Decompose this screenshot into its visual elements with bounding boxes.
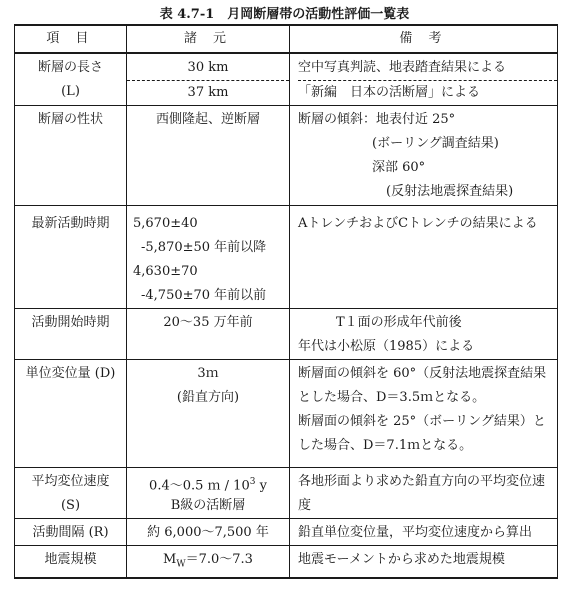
note-line: した場合、D＝7.1ｍとなる。: [298, 438, 473, 453]
header-note: 備 考: [290, 25, 558, 53]
spec-line: 3ｍ: [197, 366, 219, 381]
label-line: (L): [61, 84, 80, 99]
row-note: [290, 309, 558, 360]
row-spec: [127, 546, 290, 578]
row-activity-interval: [15, 519, 558, 546]
note-line: 断層面の傾斜を 60°（反射法地震探査結果: [298, 366, 547, 381]
note-line: 「新編 日本の活断層」による: [298, 80, 557, 105]
row-spec: 約 6,000～7,500 年: [127, 519, 290, 546]
row-spec: [127, 360, 290, 468]
spec-line: 4,630±70: [133, 264, 198, 279]
row-note: 鉛直単位変位量，平均変位速度から算出: [290, 519, 558, 546]
row-label: [15, 53, 127, 106]
row-spec: 20～35 万年前: [127, 309, 290, 360]
row-spec: [127, 53, 290, 106]
row-spec: [127, 206, 290, 309]
spec-line: 37 km: [127, 80, 289, 105]
spec-line: [131, 470, 285, 494]
spec-line: (鉛直方向): [176, 390, 240, 405]
row-activity-start: [15, 309, 558, 360]
row-note: [290, 360, 558, 468]
spec-line: -4,750±70 年前以前: [141, 288, 267, 303]
row-label: 地震規模: [15, 546, 127, 578]
header-item: 項 目: [15, 25, 127, 53]
spec-line: B級の活断層: [170, 498, 246, 513]
row-note: [290, 53, 558, 106]
velocity-value: 0.4～0.5 ｍ / 10: [149, 478, 250, 494]
row-note: 地震モーメントから求めた地震規模: [290, 546, 558, 578]
activity-evaluation-table: [14, 24, 558, 579]
label-line: 断層の長さ: [37, 60, 103, 75]
header-spec: 諸 元: [127, 25, 290, 53]
magnitude-subscript: W: [176, 559, 186, 570]
note-line: 空中写真判読、地表踏査結果による: [298, 60, 507, 75]
note-line: (ボーリング調査結果): [372, 136, 499, 151]
table-header-row: [15, 25, 558, 53]
row-label: 単位変位量 (D): [15, 360, 127, 468]
row-average-velocity: [15, 468, 558, 519]
note-line: 度: [298, 498, 312, 513]
note-line: とした場合、D＝3.5ｍとなる。: [298, 390, 486, 405]
row-earthquake-magnitude: [15, 546, 558, 578]
note-line: 深部 60°: [372, 160, 426, 175]
magnitude-symbol: M: [163, 552, 177, 567]
note-line: 年代は小松原（1985）による: [298, 339, 475, 354]
row-spec: [127, 468, 290, 519]
magnitude-range: ＝7.0～7.3: [185, 552, 253, 567]
row-label: 断層の性状: [15, 106, 127, 206]
row-note: AトレンチおよびCトレンチの結果による: [290, 206, 558, 309]
velocity-exponent: 3: [249, 477, 256, 487]
label-line: (S): [60, 498, 81, 513]
row-label: 活動間隔 (R): [15, 519, 127, 546]
row-unit-displacement: [15, 360, 558, 468]
velocity-unit: y: [255, 478, 267, 494]
row-label: 活動開始時期: [15, 309, 127, 360]
row-label: 最新活動時期: [15, 206, 127, 309]
row-note: [290, 106, 558, 206]
note-line: 各地形面より求めた鉛直方向の平均変位速: [298, 474, 546, 489]
label-line: 平均変位速度: [31, 474, 110, 489]
spec-line: -5,870±50 年前以降: [141, 240, 267, 255]
row-fault-nature: [15, 106, 558, 206]
note-line: T１面の形成年代前後: [336, 315, 462, 330]
row-fault-length: [15, 53, 558, 106]
row-latest-activity: [15, 206, 558, 309]
note-line: 断層の傾斜：地表付近 25°: [298, 112, 456, 127]
row-label: [15, 468, 127, 519]
spec-line: 5,670±40: [133, 216, 198, 231]
row-spec: 西側隆起、逆断層: [127, 106, 290, 206]
spec-line: 30 km: [187, 60, 229, 75]
table-caption: 表 4.7-1 月岡断層帯の活動性評価一覧表: [159, 7, 410, 22]
note-line: (反射法地震探査結果): [386, 184, 514, 199]
note-line: 断層面の傾斜を 25°（ボーリング結果）と: [298, 414, 546, 429]
row-note: [290, 468, 558, 519]
